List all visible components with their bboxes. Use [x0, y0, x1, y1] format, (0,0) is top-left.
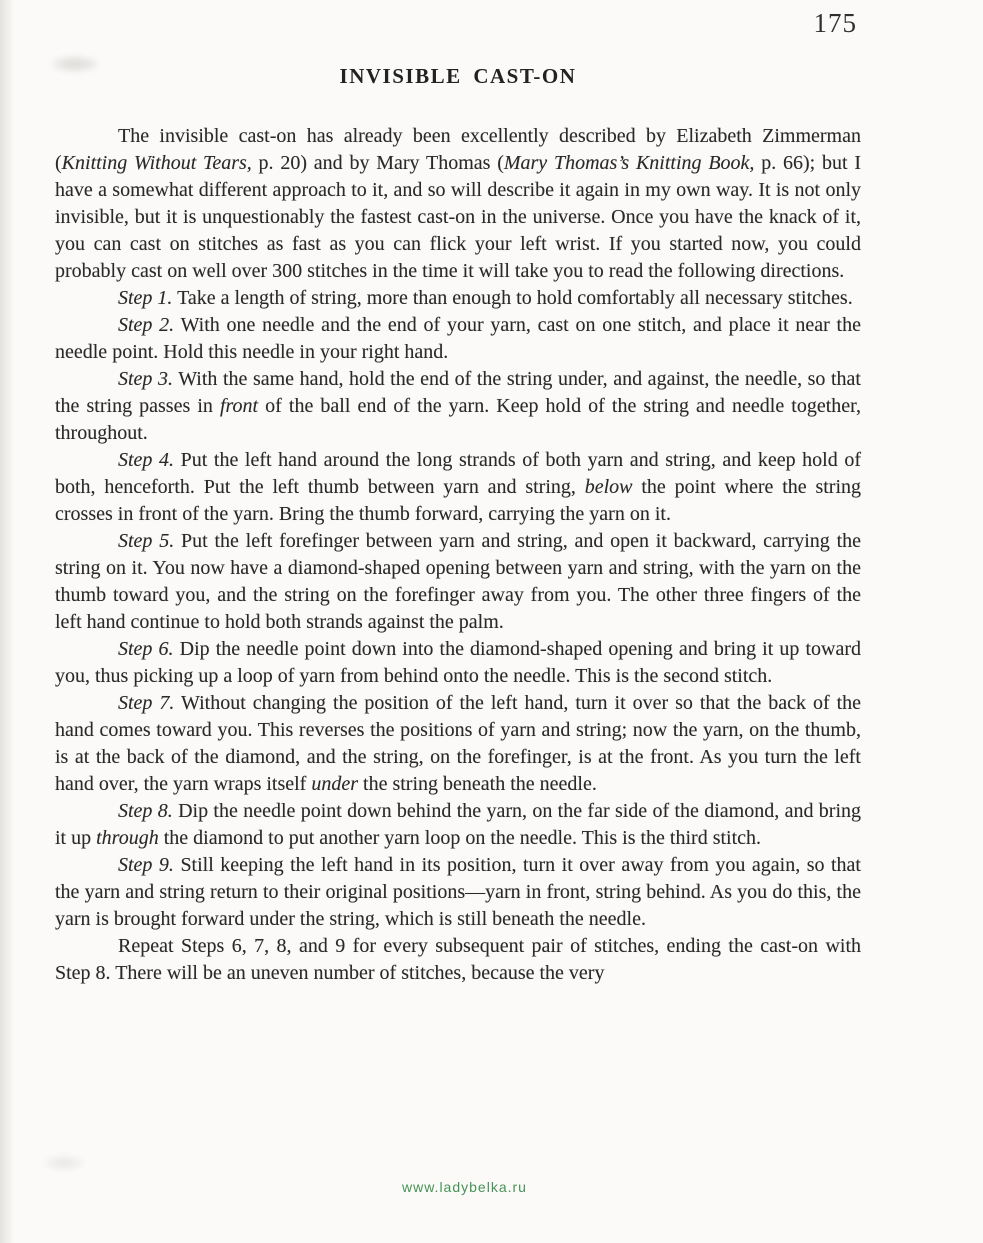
- text-segment: Repeat Steps 6, 7, 8, and 9 for every subsequent pair of stitches, ending the cast-on with Step 8. There will be an uneven number of stitches, because the very: [55, 935, 861, 984]
- page-number: 175: [813, 8, 857, 38]
- text-segment: p. 20) and by Mary Thomas (: [251, 152, 504, 174]
- text-segment: Dip the needle point down into the diamond-shaped opening and bring it up toward you, thus picking up a loop of yarn from behind onto the needle. This is the second stitch.: [55, 638, 862, 687]
- paragraph-step-8: [55, 798, 861, 852]
- italic-text-segment: Step 7.: [118, 692, 175, 714]
- text-segment: Put the left hand around the long strands of both yarn and string, and keep hold of both, henceforth. Put the left thumb between yarn and string,: [55, 449, 861, 498]
- paragraph-step-5: [55, 528, 861, 636]
- italic-text-segment: front: [219, 395, 259, 417]
- italic-text-segment: below: [584, 476, 633, 498]
- text-segment: p. 66); but I have a somewhat different approach to it, and so will describe it again in my own way. It is not only invisible, but it is unquestionably the fastest cast-on in the universe. Once you have the knack of it, you can cast on stitches as fast as you can flick your left wrist. If you started now, you could probably cast on well over 300 stitches in the time it will take you to read the following directions.: [55, 152, 861, 282]
- text-segment: With one needle and the end of your yarn, cast on one stitch, and place it near the needle point. Hold this needle in your right hand.: [55, 314, 861, 363]
- text-segment: the point where the string crosses in front of the yarn. Bring the thumb forward, carrying the yarn on it.: [55, 476, 861, 525]
- text-segment: With the same hand, hold the end of the string under, and against, the needle, so that the string passes in: [55, 368, 861, 417]
- paragraph-step-9: [55, 852, 861, 933]
- text-segment: Without changing the position of the left hand, turn it over so that the back of the hand comes toward you. This reverses the positions of yarn and string; now the yarn, on the thumb, is at the back of the diamond, and the string, on the forefinger, is at the front. As you turn the left hand over, the yarn wraps itself: [55, 692, 861, 795]
- italic-text-segment: Step 3.: [118, 368, 173, 390]
- scan-edge-shadow: [0, 0, 14, 1243]
- paragraph-step-6: [55, 636, 861, 690]
- text-segment: Put the left forefinger between yarn and string, and open it backward, carrying the string on it. You now have a diamond-shaped opening between yarn and string, with the yarn on the thumb toward you, and the string on the forefinger away from you. The other three fingers of the left hand continue to hold both strands against the palm.: [55, 530, 862, 633]
- paragraph-step-3: [55, 366, 861, 447]
- italic-text-segment: Step 1.: [118, 287, 173, 309]
- italic-text-segment: Knitting Without Tears,: [61, 152, 252, 174]
- text-segment: Dip the needle point down behind the yarn, on the far side of the diamond, and bring it up: [55, 800, 861, 849]
- italic-text-segment: Step 5.: [118, 530, 175, 552]
- italic-text-segment: under: [311, 773, 359, 795]
- italic-text-segment: Step 9.: [118, 854, 174, 876]
- paragraph-intro: [55, 123, 861, 285]
- page-content: [55, 0, 861, 987]
- italic-text-segment: Step 6.: [118, 638, 174, 660]
- text-segment: of the ball end of the yarn. Keep hold of the string and needle together, throughout.: [55, 395, 861, 444]
- body-text: [55, 123, 861, 987]
- scan-smudge: [44, 1156, 84, 1170]
- text-segment: the diamond to put another yarn loop on the needle. This is the third stitch.: [158, 827, 762, 849]
- italic-text-segment: through: [96, 827, 159, 849]
- paragraph-step-1: [55, 285, 861, 312]
- text-segment: Take a length of string, more than enough to hold comfortably all necessary stitches.: [172, 287, 853, 309]
- italic-text-segment: Step 4.: [118, 449, 175, 471]
- paragraph-step-7: [55, 690, 861, 798]
- text-segment: Still keeping the left hand in its position, turn it over away from you again, so that the yarn and string return to their original positions—yarn in front, string behind. As you do this, the yarn is brought forward under the string, which is still beneath the needle.: [55, 854, 861, 930]
- italic-text-segment: Step 2.: [118, 314, 175, 336]
- italic-text-segment: Step 8.: [118, 800, 173, 822]
- watermark-url: www.ladybelka.ru: [402, 1179, 527, 1195]
- text-segment: the string beneath the needle.: [358, 773, 597, 795]
- paragraph-closing: [55, 933, 861, 987]
- text-segment: The invisible cast-on has already been excellently described by Elizabeth Zimmerman (: [55, 125, 861, 174]
- italic-text-segment: Mary Thomas’s Knitting Book,: [503, 152, 755, 174]
- paragraph-step-2: [55, 312, 861, 366]
- page-title: INVISIBLE CAST-ON: [339, 64, 577, 88]
- paragraph-step-4: [55, 447, 861, 528]
